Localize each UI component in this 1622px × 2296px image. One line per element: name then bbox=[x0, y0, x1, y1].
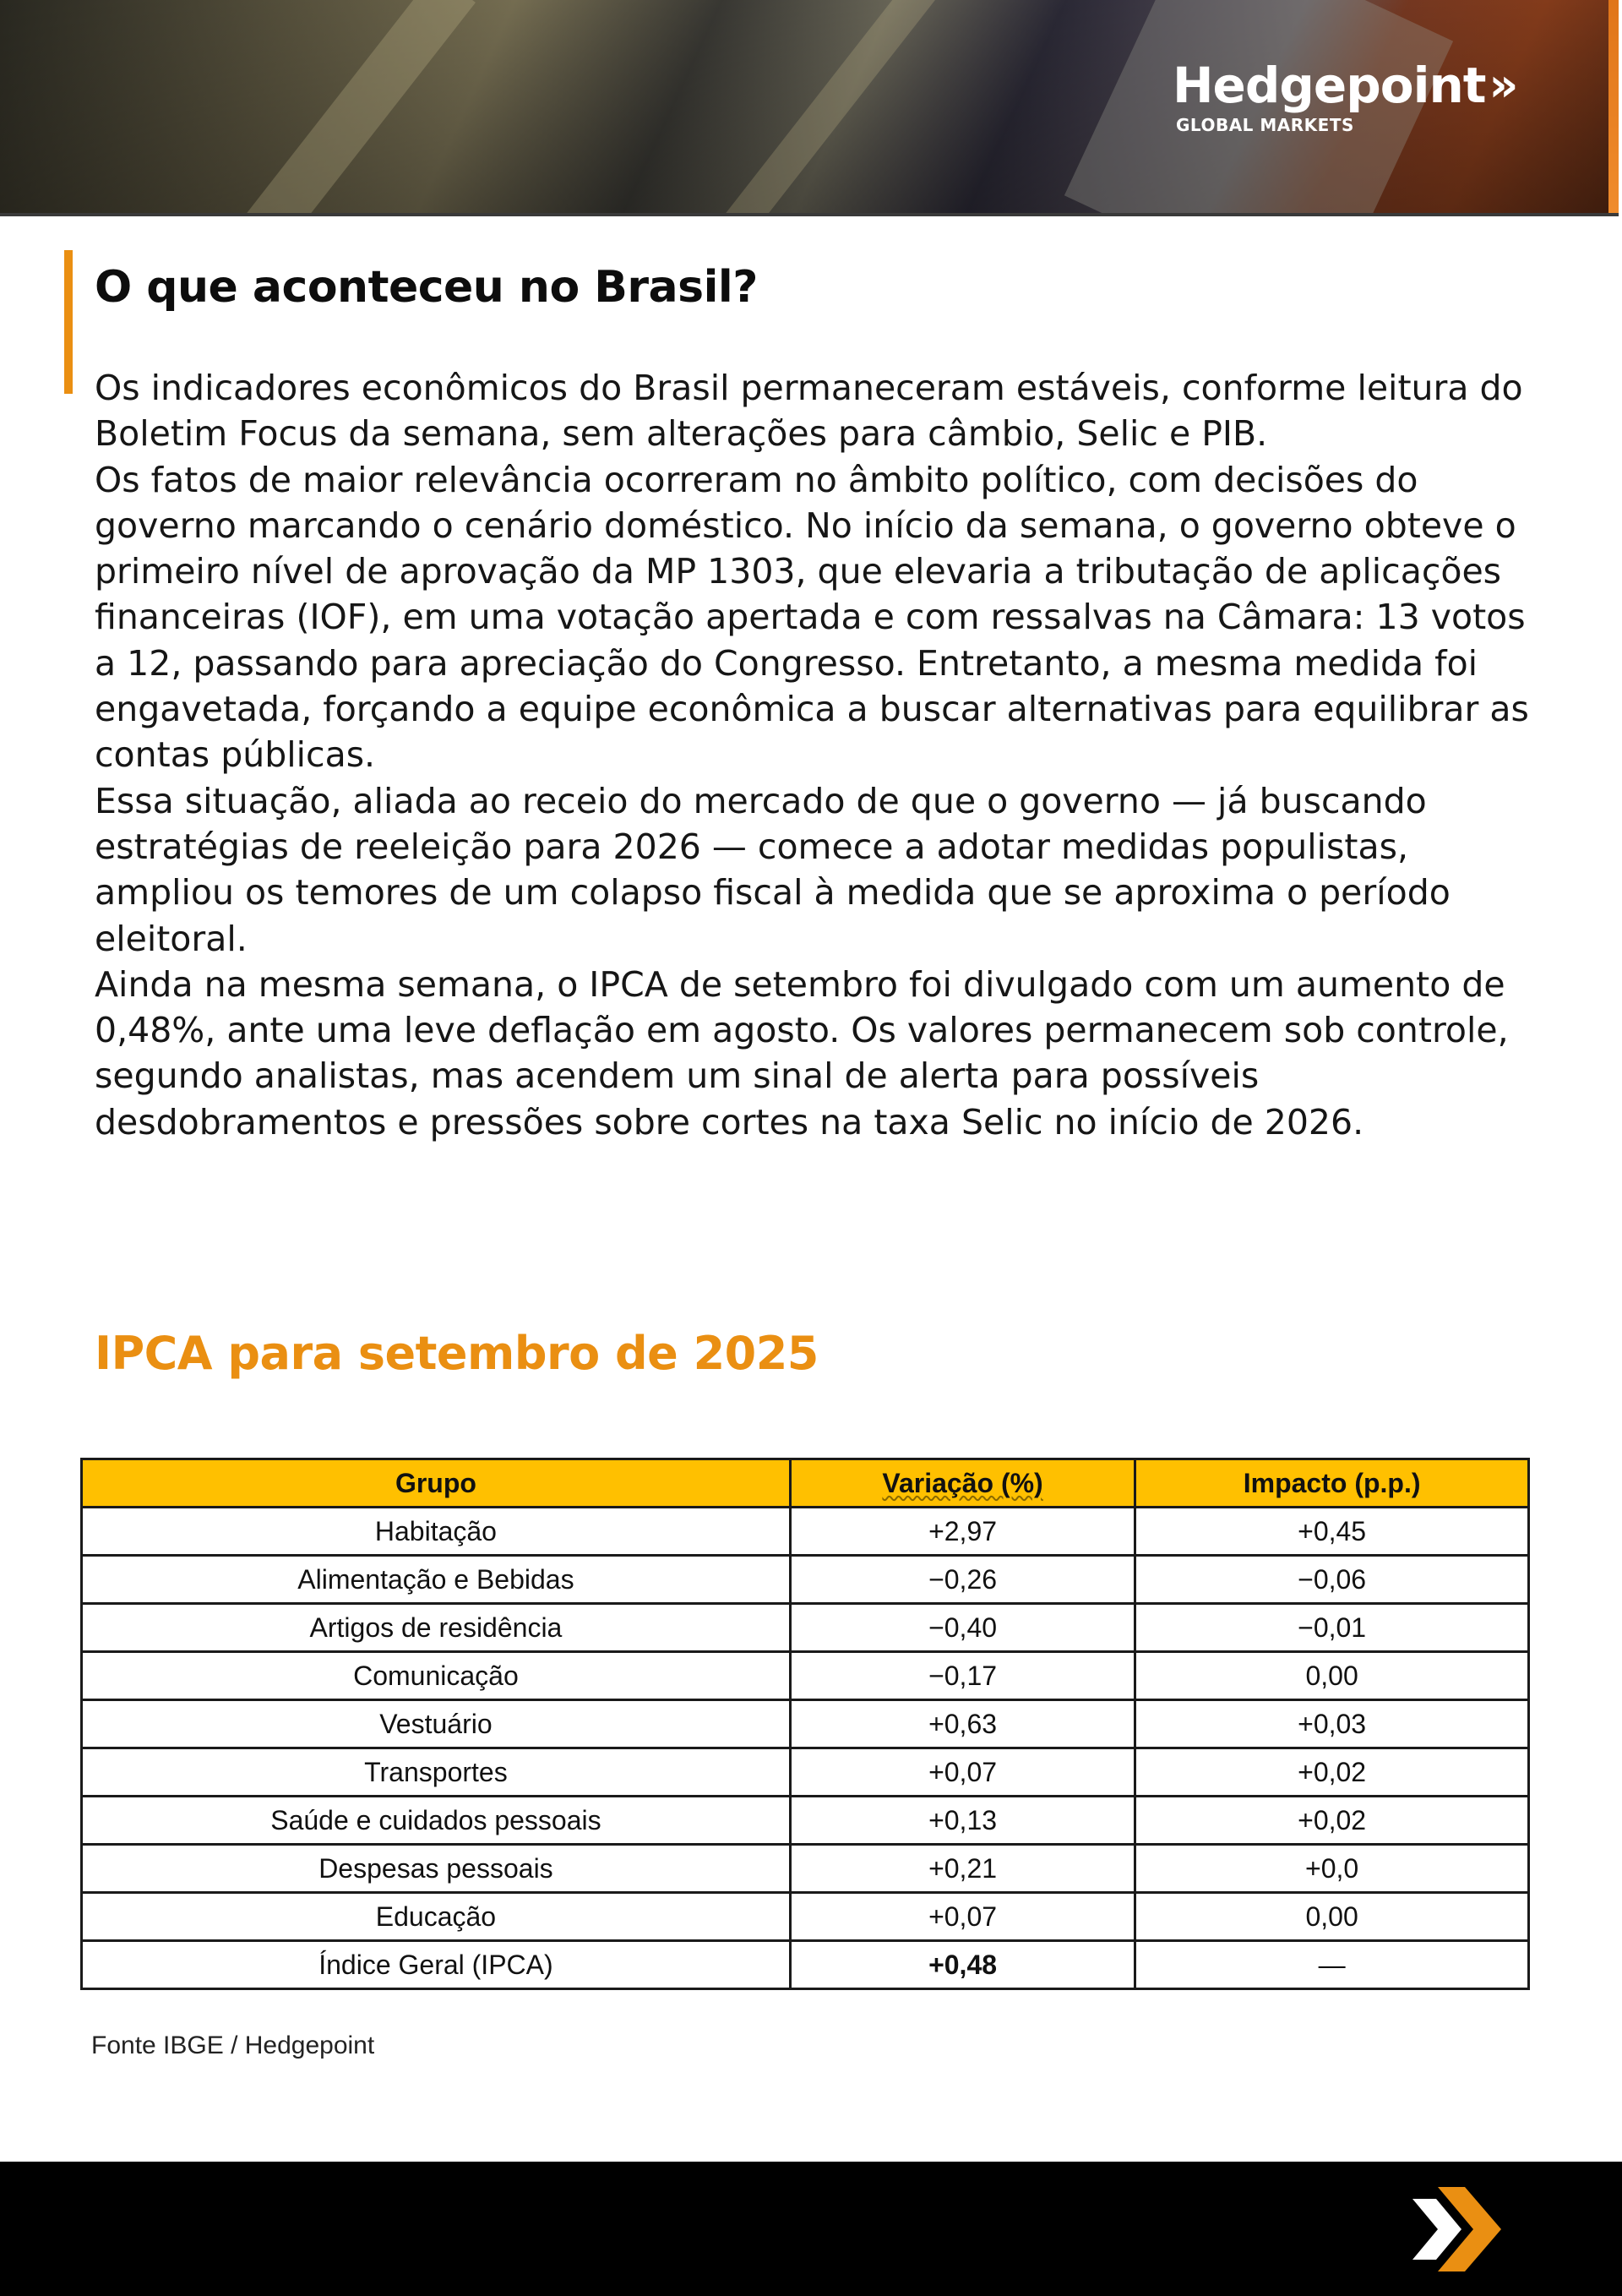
cell-grupo: Educação bbox=[82, 1893, 791, 1941]
paragraph: Ainda na mesma semana, o IPCA de setembro foi divulgado com um aumento de 0,48%, ante uma leve deflação em agosto. Os valores permanecem sob controle, segundo analistas, mas acendem um sinal de alerta para possíveis desdobramentos e pressões sobre cortes na taxa Selic no início de 2026. bbox=[95, 963, 1509, 1143]
table-row bbox=[82, 1893, 1529, 1941]
footer bbox=[0, 2162, 1622, 2296]
cell-grupo: Habitação bbox=[82, 1508, 791, 1556]
cell-impacto: −0,01 bbox=[1135, 1604, 1529, 1652]
table-header-row bbox=[82, 1459, 1529, 1508]
banknote-stripe bbox=[217, 0, 476, 216]
cell-variacao: +2,97 bbox=[790, 1508, 1135, 1556]
cell-variacao: +0,48 bbox=[790, 1941, 1135, 1989]
cell-impacto: — bbox=[1135, 1941, 1529, 1989]
banknote-stripe bbox=[705, 0, 950, 216]
cell-variacao: +0,21 bbox=[790, 1845, 1135, 1893]
column-header-variacao bbox=[790, 1459, 1135, 1508]
banner-orange-edge bbox=[1608, 0, 1619, 216]
column-header-grupo: Grupo bbox=[82, 1459, 791, 1508]
brand-name: Hedgepoint bbox=[1173, 57, 1486, 114]
cell-grupo: Despesas pessoais bbox=[82, 1845, 791, 1893]
cell-impacto: +0,02 bbox=[1135, 1748, 1529, 1797]
ipca-title: IPCA para setembro de 2025 bbox=[95, 1327, 819, 1380]
cell-variacao: +0,13 bbox=[790, 1797, 1135, 1845]
table-row bbox=[82, 1845, 1529, 1893]
section-body bbox=[95, 365, 1548, 1145]
cell-grupo: Saúde e cuidados pessoais bbox=[82, 1797, 791, 1845]
table-row bbox=[82, 1556, 1529, 1604]
header-banner bbox=[0, 0, 1619, 216]
cell-variacao: +0,07 bbox=[790, 1748, 1135, 1797]
column-header-variacao-label: Variação (%) bbox=[882, 1467, 1043, 1498]
table-row bbox=[82, 1508, 1529, 1556]
section-title: O que aconteceu no Brasil? bbox=[95, 262, 758, 313]
table-row bbox=[82, 1700, 1529, 1748]
brand-subtitle: GLOBAL MARKETS bbox=[1176, 115, 1354, 135]
table-source: Fonte IBGE / Hedgepoint bbox=[91, 2031, 375, 2059]
paragraph: Os indicadores econômicos do Brasil permaneceram estáveis, conforme leitura do Boletim Focus da semana, sem alterações para câmbio, Selic e PIB. bbox=[95, 368, 1523, 455]
paragraph: Essa situação, aliada ao receio do mercado de que o governo — já buscando estratégias de reeleição para 2026 — comece a adotar medidas populistas, ampliou os temores de um colapso fiscal à medida que se aproxima o período eleitoral. bbox=[95, 780, 1451, 959]
cell-variacao: −0,26 bbox=[790, 1556, 1135, 1604]
cell-grupo: Vestuário bbox=[82, 1700, 791, 1748]
brand-logo bbox=[1173, 57, 1518, 135]
table-row bbox=[82, 1748, 1529, 1797]
banner-divider bbox=[0, 213, 1619, 216]
table-row bbox=[82, 1797, 1529, 1845]
cell-grupo: Comunicação bbox=[82, 1652, 791, 1700]
double-chevron-logo-icon bbox=[1412, 2187, 1514, 2271]
cell-impacto: +0,03 bbox=[1135, 1700, 1529, 1748]
cell-grupo: Alimentação e Bebidas bbox=[82, 1556, 791, 1604]
cell-variacao: −0,40 bbox=[790, 1604, 1135, 1652]
cell-grupo: Artigos de residência bbox=[82, 1604, 791, 1652]
table-row bbox=[82, 1652, 1529, 1700]
cell-variacao: −0,17 bbox=[790, 1652, 1135, 1700]
cell-impacto: −0,06 bbox=[1135, 1556, 1529, 1604]
cell-grupo: Índice Geral (IPCA) bbox=[82, 1941, 791, 1989]
paragraph: Os fatos de maior relevância ocorreram no âmbito político, com decisões do governo marcando o cenário doméstico. No início da semana, o governo obteve o primeiro nível de aprovação da MP 1303, que elevaria a tributação de aplicações financeiras (IOF), em uma votação apertada e com ressalvas na Câmara: 13 votos a 12, passando para apreciação do Congresso. Entretanto, a mesma medida foi engavetada, forçando a equipe econômica a buscar alternativas para equilibrar as contas públicas. bbox=[95, 459, 1529, 776]
cell-impacto: 0,00 bbox=[1135, 1652, 1529, 1700]
cell-variacao: +0,07 bbox=[790, 1893, 1135, 1941]
section-accent-bar bbox=[64, 250, 73, 394]
cell-impacto: +0,45 bbox=[1135, 1508, 1529, 1556]
cell-impacto: +0,02 bbox=[1135, 1797, 1529, 1845]
ipca-table bbox=[80, 1458, 1530, 1990]
column-header-impacto: Impacto (p.p.) bbox=[1135, 1459, 1529, 1508]
cell-grupo: Transportes bbox=[82, 1748, 791, 1797]
white-chevron bbox=[1412, 2199, 1461, 2260]
double-chevron-icon: » bbox=[1489, 58, 1518, 112]
table-row bbox=[82, 1604, 1529, 1652]
table-row-total bbox=[82, 1941, 1529, 1989]
cell-impacto: 0,00 bbox=[1135, 1893, 1529, 1941]
cell-impacto: +0,0 bbox=[1135, 1845, 1529, 1893]
cell-variacao: +0,63 bbox=[790, 1700, 1135, 1748]
